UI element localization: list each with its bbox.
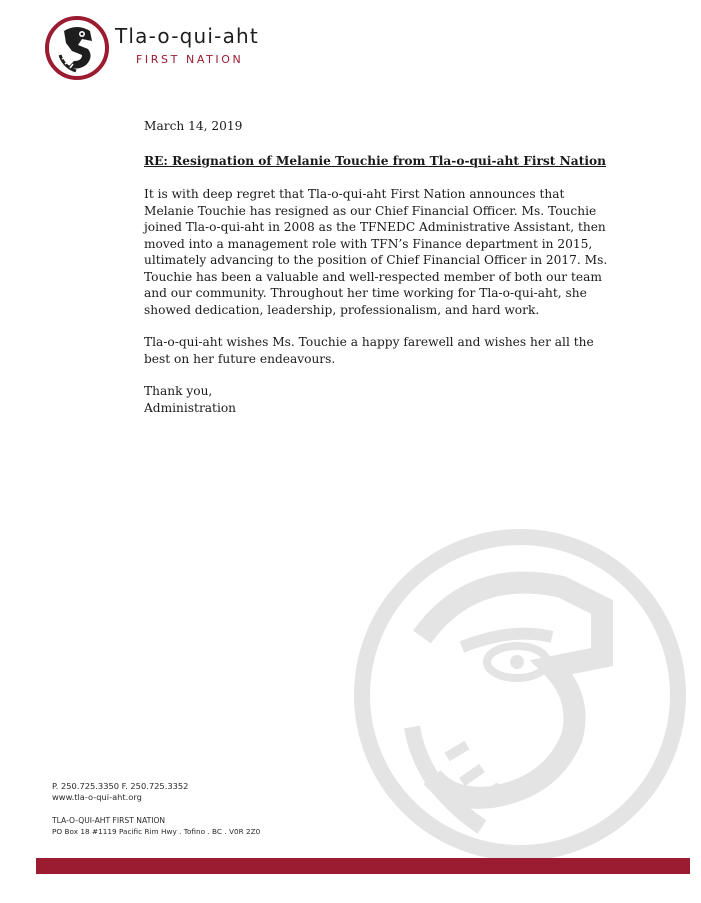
footer-website[interactable]: www.tla-o-qui-aht.org [52,792,142,802]
letter-paragraph: It is with deep regret that Tla-o-qui-aht First Nation announces that Melanie Touchie has resigned as our Chief Financial Officer. Ms. Touchie joined Tla-o-qui-aht in 2008 as the TFNEDC Administrative Assistant, then moved into a management role with TFN’s Finance department in 2015, ultimately advancing to the position of Chief Financial Officer in 2017. Ms. Touchie has been a valuable and well-respected member of both our team and our community. Throughout her time working for Tla-o-qui-aht, she showed dedication, leadership, professionalism, and hard work. [144,187,608,317]
footer-phone-fax: P. 250.725.3350 F. 250.725.3352 [52,781,189,791]
footer-color-bar [36,858,690,874]
footer [52,781,260,837]
letter-closing: Thank you, [144,384,213,398]
serpent-circle-logo-icon [44,15,110,81]
letter-subject: RE: Resignation of Melanie Touchie from Tla-o-qui-aht First Nation [144,153,606,168]
letter-signature: Administration [144,400,237,415]
serpent-watermark-icon [352,527,688,863]
letter-date: March 14, 2019 [144,119,243,133]
letter-paragraph: Tla-o-qui-aht wishes Ms. Touchie a happy farewell and wishes her all the best on her future endeavours. [144,335,594,366]
footer-address: PO Box 18 #1119 Pacific Rim Hwy . Tofino . BC . V0R 2Z0 [52,827,261,836]
footer-org-name: TLA-O-QUI-AHT FIRST NATION [52,816,166,825]
org-name: Tla-o-qui-aht [115,24,259,48]
letter-body [144,118,614,416]
org-subtitle: FIRST NATION [136,53,244,66]
